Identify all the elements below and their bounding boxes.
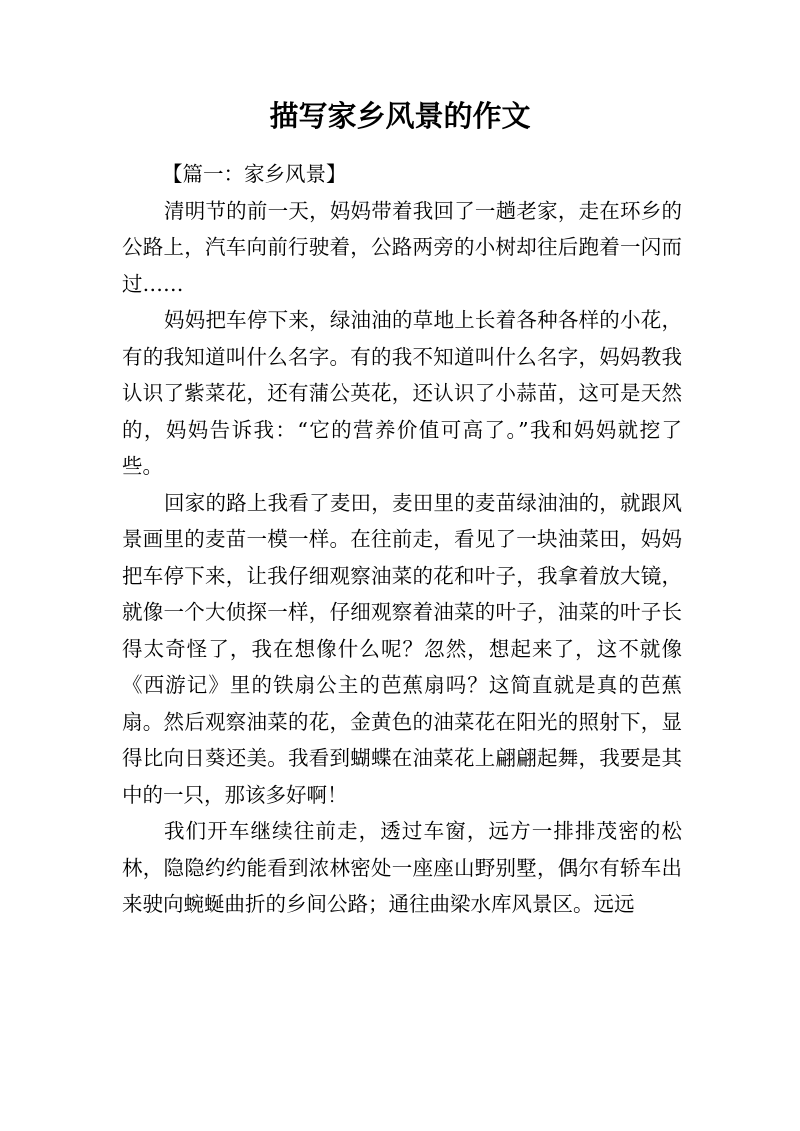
document-body	[122, 156, 682, 923]
paragraph-4: 我们开车继续往前走，透过车窗，远方一排排茂密的松林，隐隐约约能看到浓林密处一座座山野别墅，偶尔有轿车出来驶向蜿蜒曲折的乡间公路；通往曲梁水库风景区。远远	[122, 819, 682, 916]
paragraph-3: 回家的路上我看了麦田，麦田里的麦苗绿油油的，就跟风景画里的麦苗一模一样。在往前走，看见了一块油菜田，妈妈把车停下来，让我仔细观察油菜的花和叶子，我拿着放大镜，就像一个大侦探一样，仔细观察着油菜的叶子，油菜的叶子长得太奇怪了，我在想像什么呢？忽然，想起来了，这不就像《西游记》里的铁扇公主的芭蕉扇吗？这简直就是真的芭蕉扇。然后观察油菜的花，金黄色的油菜花在阳光的照射下，显得比向日葵还美。我看到蝴蝶在油菜花上翩翩起舞，我要是其中的一只，那该多好啊！	[122, 490, 682, 807]
document-title: 描写家乡风景的作文	[269, 99, 531, 133]
section-heading: 【篇一：家乡风景】	[162, 162, 347, 186]
paragraph-2: 妈妈把车停下来，绿油油的草地上长着各种各样的小花，有的我知道叫什么名字。有的我不知道叫什么名字，妈妈教我认识了紫菜花，还有蒲公英花，还认识了小蒜苗，这可是天然的，妈妈告诉我：“它的营养价值可高了。”我和妈妈就挖了些。	[122, 308, 682, 478]
paragraph-1: 清明节的前一天，妈妈带着我回了一趟老家，走在环乡的公路上，汽车向前行驶着，公路两旁的小树却往后跑着一闪而过……	[122, 198, 682, 296]
